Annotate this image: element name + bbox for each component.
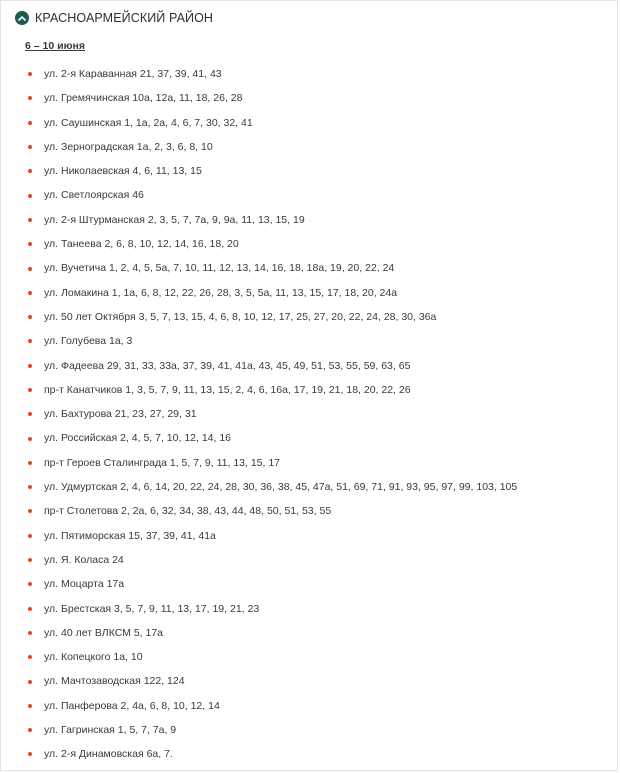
list-item [1, 402, 601, 426]
bullet-icon [28, 169, 32, 173]
street-text: ул. Гремячинская 10а, 12а, 11, 18, 26, 28 [44, 92, 243, 105]
list-item [1, 426, 601, 450]
bullet-icon [28, 242, 32, 246]
list-item [1, 135, 601, 159]
street-text: ул. Голубева 1а, 3 [44, 335, 133, 348]
list-item [1, 305, 601, 329]
list-item [1, 159, 601, 183]
list-item [1, 208, 601, 232]
list-item [1, 572, 601, 596]
street-text: ул. Фадеева 29, 31, 33, 33а, 37, 39, 41, 41а, 43, 45, 49, 51, 53, 55, 59, 63, 65 [44, 359, 411, 372]
street-text: ул. Пятиморская 15, 37, 39, 41, 41а [44, 529, 216, 542]
bullet-icon [28, 412, 32, 416]
street-text: ул. Мачтозаводская 122, 124 [44, 675, 185, 688]
list-item [1, 548, 601, 572]
street-text: ул. Бахтурова 21, 23, 27, 29, 31 [44, 408, 197, 421]
list-item [1, 451, 601, 475]
street-text: ул. Саушинская 1, 1а, 2а, 4, 6, 7, 30, 32, 41 [44, 116, 253, 129]
street-text: ул. Светлоярская 46 [44, 189, 144, 202]
bullet-icon [28, 388, 32, 392]
street-text: ул. Брестская 3, 5, 7, 9, 11, 13, 17, 19, 21, 23 [44, 602, 260, 615]
list-item [1, 669, 601, 693]
street-text: пр-т Канатчиков 1, 3, 5, 7, 9, 11, 13, 15, 2, 4, 6, 16а, 17, 19, 21, 18, 20, 22, 26 [44, 383, 411, 396]
street-text: пр-т Столетова 2, 2а, 6, 32, 34, 38, 43, 44, 48, 50, 51, 53, 55 [44, 505, 332, 518]
bullet-icon [28, 752, 32, 756]
list-item [1, 62, 601, 86]
list-item [1, 183, 601, 207]
bullet-icon [28, 267, 32, 271]
bullet-icon [28, 509, 32, 513]
street-text: ул. 40 лет ВЛКСМ 5, 17а [44, 626, 164, 639]
street-list [1, 62, 601, 767]
street-text: ул. Вучетича 1, 2, 4, 5, 5а, 7, 10, 11, 12, 13, 14, 16, 18, 18а, 19, 20, 22, 24 [44, 262, 395, 275]
bullet-icon [28, 461, 32, 465]
bullet-icon [28, 655, 32, 659]
street-text: ул. 2-я Штурманская 2, 3, 5, 7, 7а, 9, 9а, 11, 13, 15, 19 [44, 213, 305, 226]
bullet-icon [28, 437, 32, 441]
bullet-icon [28, 145, 32, 149]
list-item [1, 718, 601, 742]
district-title: КРАСНОАРМЕЙСКИЙ РАЙОН [35, 11, 214, 25]
list-item [1, 354, 601, 378]
list-item [1, 232, 601, 256]
list-item [1, 499, 601, 523]
list-item [1, 111, 601, 135]
list-item [1, 742, 601, 766]
street-text: ул. Российская 2, 4, 5, 7, 10, 12, 14, 16 [44, 432, 232, 445]
bullet-icon [28, 728, 32, 732]
district-toggle[interactable] [15, 9, 213, 27]
street-text: ул. 2-я Динамовская 6а, 7. [44, 748, 173, 761]
bullet-icon [28, 339, 32, 343]
bullet-icon [28, 72, 32, 76]
bullet-icon [28, 558, 32, 562]
street-text: ул. Моцарта 17а [44, 578, 125, 591]
list-item [1, 86, 601, 110]
list-item [1, 256, 601, 280]
bullet-icon [28, 96, 32, 100]
bullet-icon [28, 291, 32, 295]
street-text: ул. Зерноградская 1а, 2, 3, 6, 8, 10 [44, 140, 213, 153]
bullet-icon [28, 631, 32, 635]
list-item [1, 329, 601, 353]
list-item [1, 378, 601, 402]
street-text: ул. Николаевская 4, 6, 11, 13, 15 [44, 165, 202, 178]
list-item [1, 621, 601, 645]
list-item [1, 645, 601, 669]
bullet-icon [28, 607, 32, 611]
bullet-icon [28, 121, 32, 125]
bullet-icon [28, 218, 32, 222]
bullet-icon [28, 194, 32, 198]
list-item [1, 524, 601, 548]
bullet-icon [28, 680, 32, 684]
street-text: ул. 2-я Караванная 21, 37, 39, 41, 43 [44, 68, 222, 80]
bullet-icon [28, 315, 32, 319]
bullet-icon [28, 534, 32, 538]
list-item [1, 694, 601, 718]
list-item [1, 281, 601, 305]
bullet-icon [28, 582, 32, 586]
list-item [1, 597, 601, 621]
street-text: пр-т Героев Сталинграда 1, 5, 7, 9, 11, 13, 15, 17 [44, 456, 281, 469]
list-item [1, 475, 601, 499]
street-text: ул. Гагринская 1, 5, 7, 7а, 9 [44, 724, 177, 737]
bullet-icon [28, 364, 32, 368]
street-text: ул. Танеева 2, 6, 8, 10, 12, 14, 16, 18, 20 [44, 238, 239, 251]
street-text: ул. Копецкого 1а, 10 [44, 651, 143, 664]
street-text: ул. Ломакина 1, 1а, 6, 8, 12, 22, 26, 28, 3, 5, 5а, 11, 13, 15, 17, 18, 20, 24а [44, 286, 398, 299]
street-text: ул. 50 лет Октября 3, 5, 7, 13, 15, 4, 6, 8, 10, 12, 17, 25, 27, 20, 22, 24, 28, 30, 36а [44, 310, 437, 323]
bullet-icon [28, 704, 32, 708]
street-text: ул. Удмуртская 2, 4, 6, 14, 20, 22, 24, 28, 30, 36, 38, 45, 47а, 51, 69, 71, 91, 93, 95, 97, 99, 103, 105 [44, 481, 518, 494]
bullet-icon [28, 485, 32, 489]
street-text: ул. Я. Коласа 24 [44, 553, 124, 566]
street-text: ул. Панферова 2, 4а, 6, 8, 10, 12, 14 [44, 699, 220, 712]
chevron-up-icon[interactable] [15, 11, 29, 25]
date-range: 6 – 10 июня [25, 40, 86, 52]
